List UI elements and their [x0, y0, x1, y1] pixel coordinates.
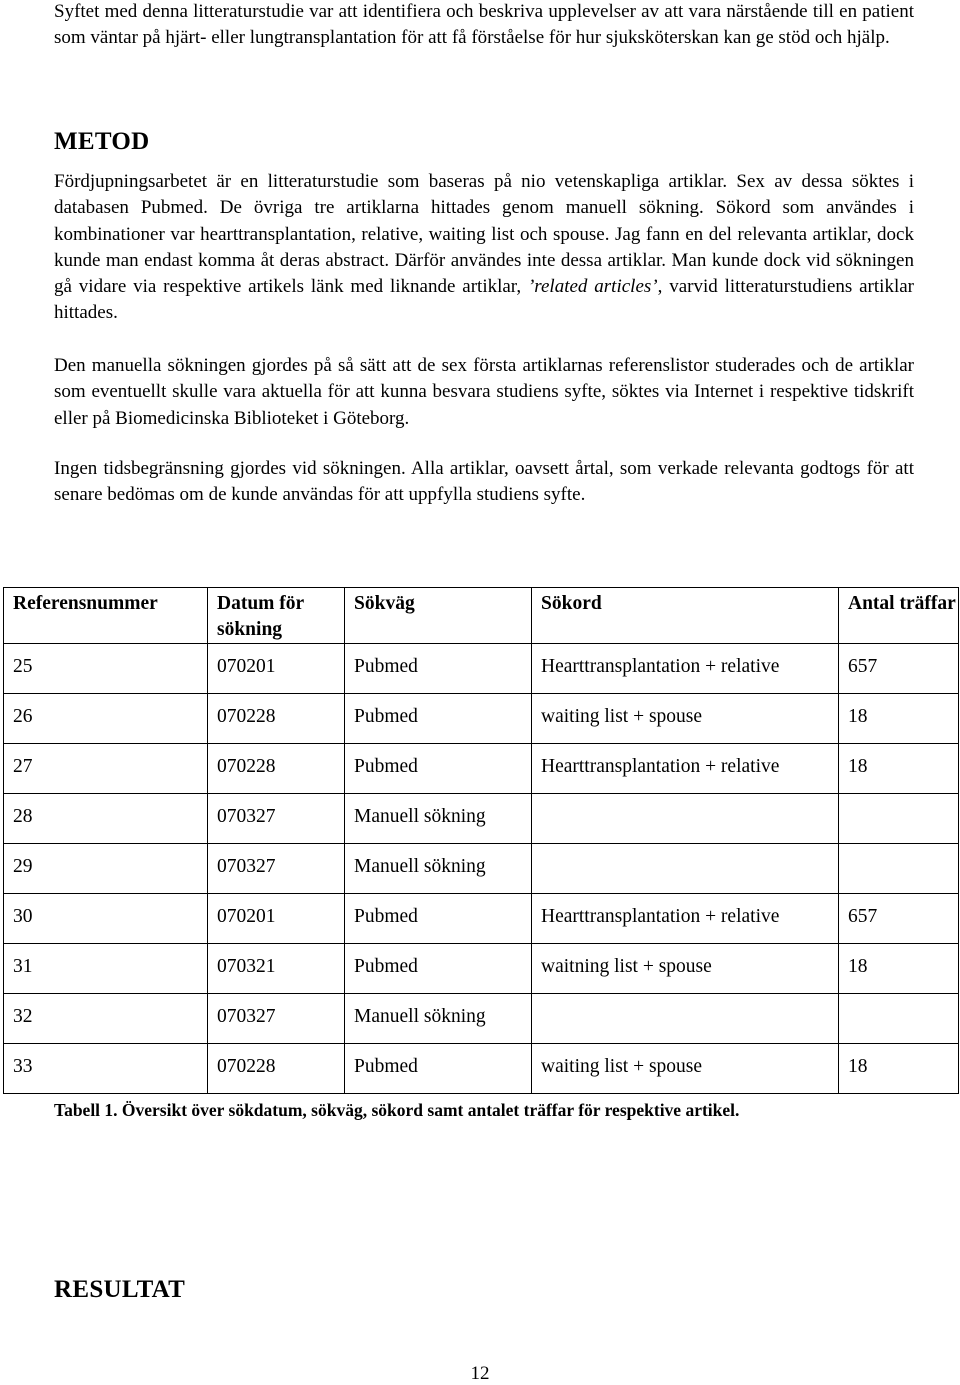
cell-ref: 32	[4, 994, 208, 1044]
cell-keywords: waiting list + spouse	[532, 1044, 839, 1094]
header-antal: Antal träffar	[839, 588, 959, 644]
resultat-heading: RESULTAT	[54, 1276, 186, 1303]
header-sokord: Sökord	[532, 588, 839, 644]
cell-path: Pubmed	[345, 744, 532, 794]
cell-date: 070327	[208, 844, 345, 894]
cell-ref: 25	[4, 644, 208, 694]
cell-ref: 31	[4, 944, 208, 994]
cell-keywords: Hearttransplantation + relative	[532, 744, 839, 794]
metod-paragraph-1	[54, 169, 914, 327]
cell-date: 070327	[208, 794, 345, 844]
table-row	[4, 1044, 959, 1094]
search-table	[3, 587, 959, 1094]
metod-paragraph-3: Ingen tidsbegränsning gjordes vid sökningen. Alla artiklar, oavsett årtal, som verkade relevanta godtogs för att senare bedömas om de kunde användas för att uppfylla studiens syfte.	[54, 458, 914, 506]
cell-date: 070228	[208, 694, 345, 744]
cell-date: 070228	[208, 744, 345, 794]
cell-date: 070228	[208, 1044, 345, 1094]
cell-path: Manuell sökning	[345, 844, 532, 894]
header-sokvag: Sökväg	[345, 588, 532, 644]
table-header-row	[4, 588, 959, 644]
intro-paragraph: Syftet med denna litteraturstudie var att identifiera och beskriva upplevelser av att vara närstående till en patient som väntar på hjärt- eller lungtransplantation för att få förståelse för hur sjuksköterskan kan ge stöd och hjälp.	[54, 1, 914, 49]
cell-hits	[839, 794, 959, 844]
cell-keywords: waiting list + spouse	[532, 694, 839, 744]
cell-ref: 30	[4, 894, 208, 944]
table-row	[4, 794, 959, 844]
cell-path: Pubmed	[345, 694, 532, 744]
cell-hits	[839, 844, 959, 894]
metod-p1-text: Fördjupningsarbetet är en litteraturstudie som baseras på nio vetenskapliga artiklar. Sex av dessa söktes i databasen Pubmed. De övriga tre artiklarna hittades genom manuell sökning. Sökord som användes i kombinationer var hearttransplantation, relative, waiting list och spouse. Jag fann en del relevanta artiklar, dock kunde man endast komma åt deras abstract. Därför användes inte dessa artiklar. Man kunde dock vid sökningen gå vidare via respektive artikels länk med liknande artiklar,	[54, 171, 914, 298]
cell-ref: 28	[4, 794, 208, 844]
table-row	[4, 894, 959, 944]
table-row	[4, 944, 959, 994]
cell-keywords: Hearttransplantation + relative	[532, 894, 839, 944]
cell-hits	[839, 994, 959, 1044]
cell-date: 070201	[208, 644, 345, 694]
header-datum: Datum för sökning	[208, 588, 345, 644]
cell-ref: 27	[4, 744, 208, 794]
cell-path: Pubmed	[345, 1044, 532, 1094]
cell-hits: 18	[839, 1044, 959, 1094]
metod-heading: METOD	[54, 128, 150, 155]
table-row	[4, 744, 959, 794]
table-caption: Tabell 1. Översikt över sökdatum, sökväg, sökord samt antalet träffar för respektive artikel.	[54, 1100, 740, 1120]
cell-hits: 18	[839, 744, 959, 794]
cell-path: Manuell sökning	[345, 794, 532, 844]
cell-date: 070327	[208, 994, 345, 1044]
cell-keywords: Hearttransplantation + relative	[532, 644, 839, 694]
cell-hits: 18	[839, 694, 959, 744]
cell-date: 070321	[208, 944, 345, 994]
cell-keywords	[532, 994, 839, 1044]
metod-paragraph-2: Den manuella sökningen gjordes på så sätt att de sex första artiklarnas referenslistor studerades och de artiklar som eventuellt skulle vara aktuella för att kunna besvara studiens syfte, söktes via Internet i respektive tidskrift eller på Biomedicinska Biblioteket i Göteborg.	[54, 355, 914, 429]
cell-keywords	[532, 794, 839, 844]
table-row	[4, 994, 959, 1044]
table-row	[4, 694, 959, 744]
cell-hits: 18	[839, 944, 959, 994]
cell-ref: 26	[4, 694, 208, 744]
cell-ref: 29	[4, 844, 208, 894]
cell-date: 070201	[208, 894, 345, 944]
cell-keywords	[532, 844, 839, 894]
cell-ref: 33	[4, 1044, 208, 1094]
cell-path: Pubmed	[345, 644, 532, 694]
cell-path: Pubmed	[345, 944, 532, 994]
metod-p1-text-end: , varvid litteraturstudiens artiklar hittades.	[54, 276, 914, 324]
header-referensnummer: Referensnummer	[4, 588, 208, 644]
related-articles-term: ’related articles’	[527, 276, 658, 298]
cell-hits: 657	[839, 644, 959, 694]
cell-path: Manuell sökning	[345, 994, 532, 1044]
table-row	[4, 644, 959, 694]
cell-path: Pubmed	[345, 894, 532, 944]
table-row	[4, 844, 959, 894]
page-number: 12	[470, 1363, 490, 1384]
cell-hits: 657	[839, 894, 959, 944]
cell-keywords: waitning list + spouse	[532, 944, 839, 994]
